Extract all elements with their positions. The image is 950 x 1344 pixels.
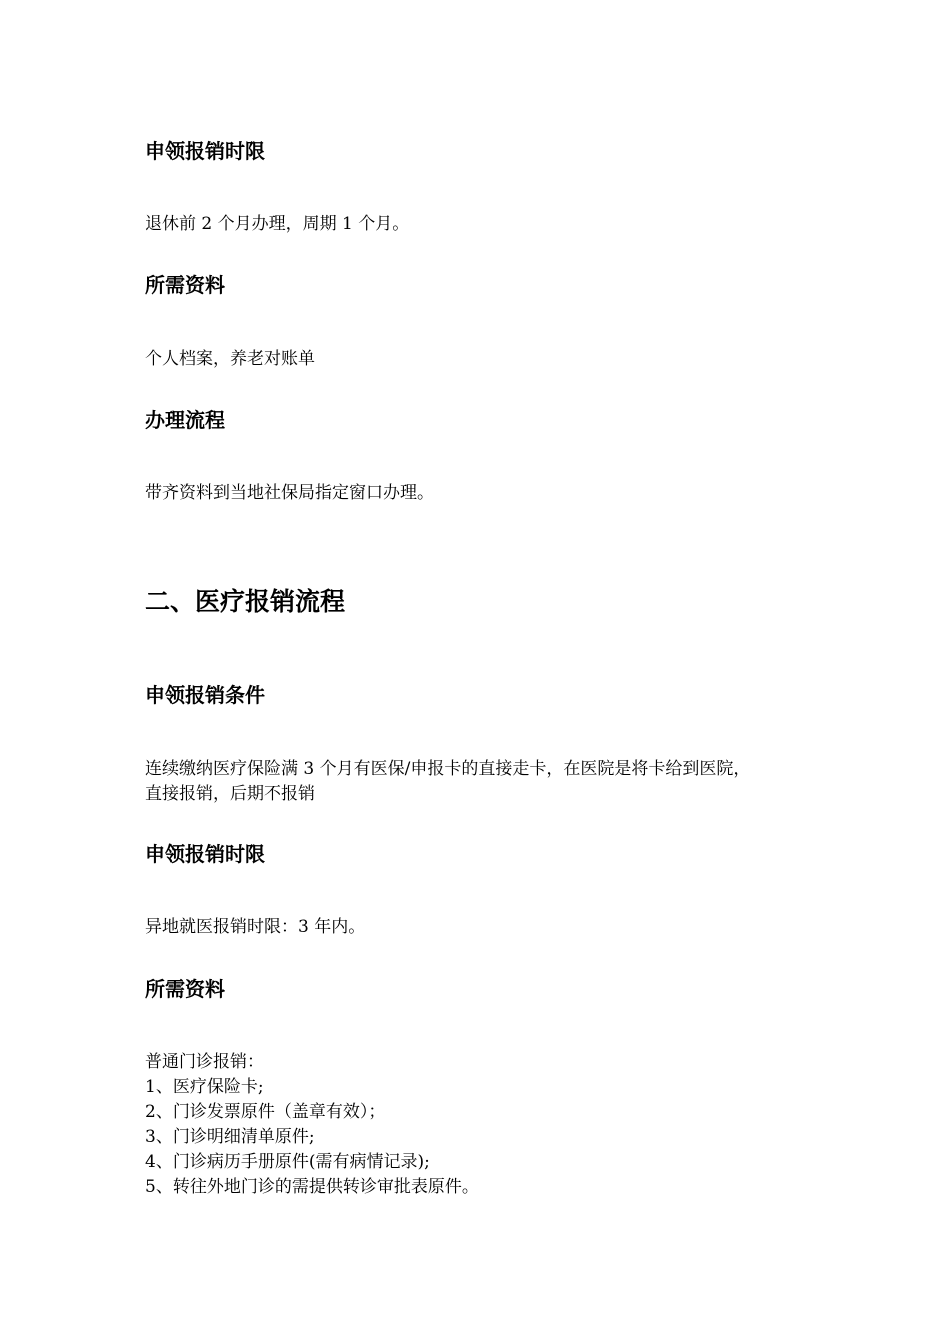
heading-conditions: 申领报销条件 xyxy=(145,683,265,707)
heading-process: 办理流程 xyxy=(145,408,225,432)
conditions-line: 直接报销，后期不报销 xyxy=(145,784,315,804)
conditions-line: 连续缴纳医疗保险满 3 个月有医保/申报卡的直接走卡，在医院是将卡给到医院， xyxy=(145,759,751,779)
materials-list xyxy=(145,1050,835,1200)
paragraph-materials: 个人档案，养老对账单 xyxy=(145,349,315,369)
list-item: 2、门诊发票原件（盖章有效）； xyxy=(145,1102,386,1122)
heading-time-limit: 申领报销时限 xyxy=(145,139,265,163)
section-title-medical: 二、医疗报销流程 xyxy=(145,587,346,616)
heading-materials: 所需资料 xyxy=(145,273,225,297)
list-item: 3、门诊明细清单原件; xyxy=(145,1127,315,1147)
paragraph-process: 带齐资料到当地社保局指定窗口办理。 xyxy=(145,483,434,503)
paragraph-medical-time-limit: 异地就医报销时限：3 年内。 xyxy=(145,917,366,937)
paragraph-conditions xyxy=(145,757,835,807)
list-item: 5、转往外地门诊的需提供转诊审批表原件。 xyxy=(145,1177,479,1197)
list-item: 1、医疗保险卡; xyxy=(145,1077,264,1097)
paragraph-time-limit: 退休前 2 个月办理，周期 1 个月。 xyxy=(145,214,410,234)
heading-medical-materials: 所需资料 xyxy=(145,977,225,1001)
list-item: 4、门诊病历手册原件(需有病情记录); xyxy=(145,1152,430,1172)
heading-medical-time-limit: 申领报销时限 xyxy=(145,842,265,866)
materials-intro: 普通门诊报销： xyxy=(145,1052,264,1072)
